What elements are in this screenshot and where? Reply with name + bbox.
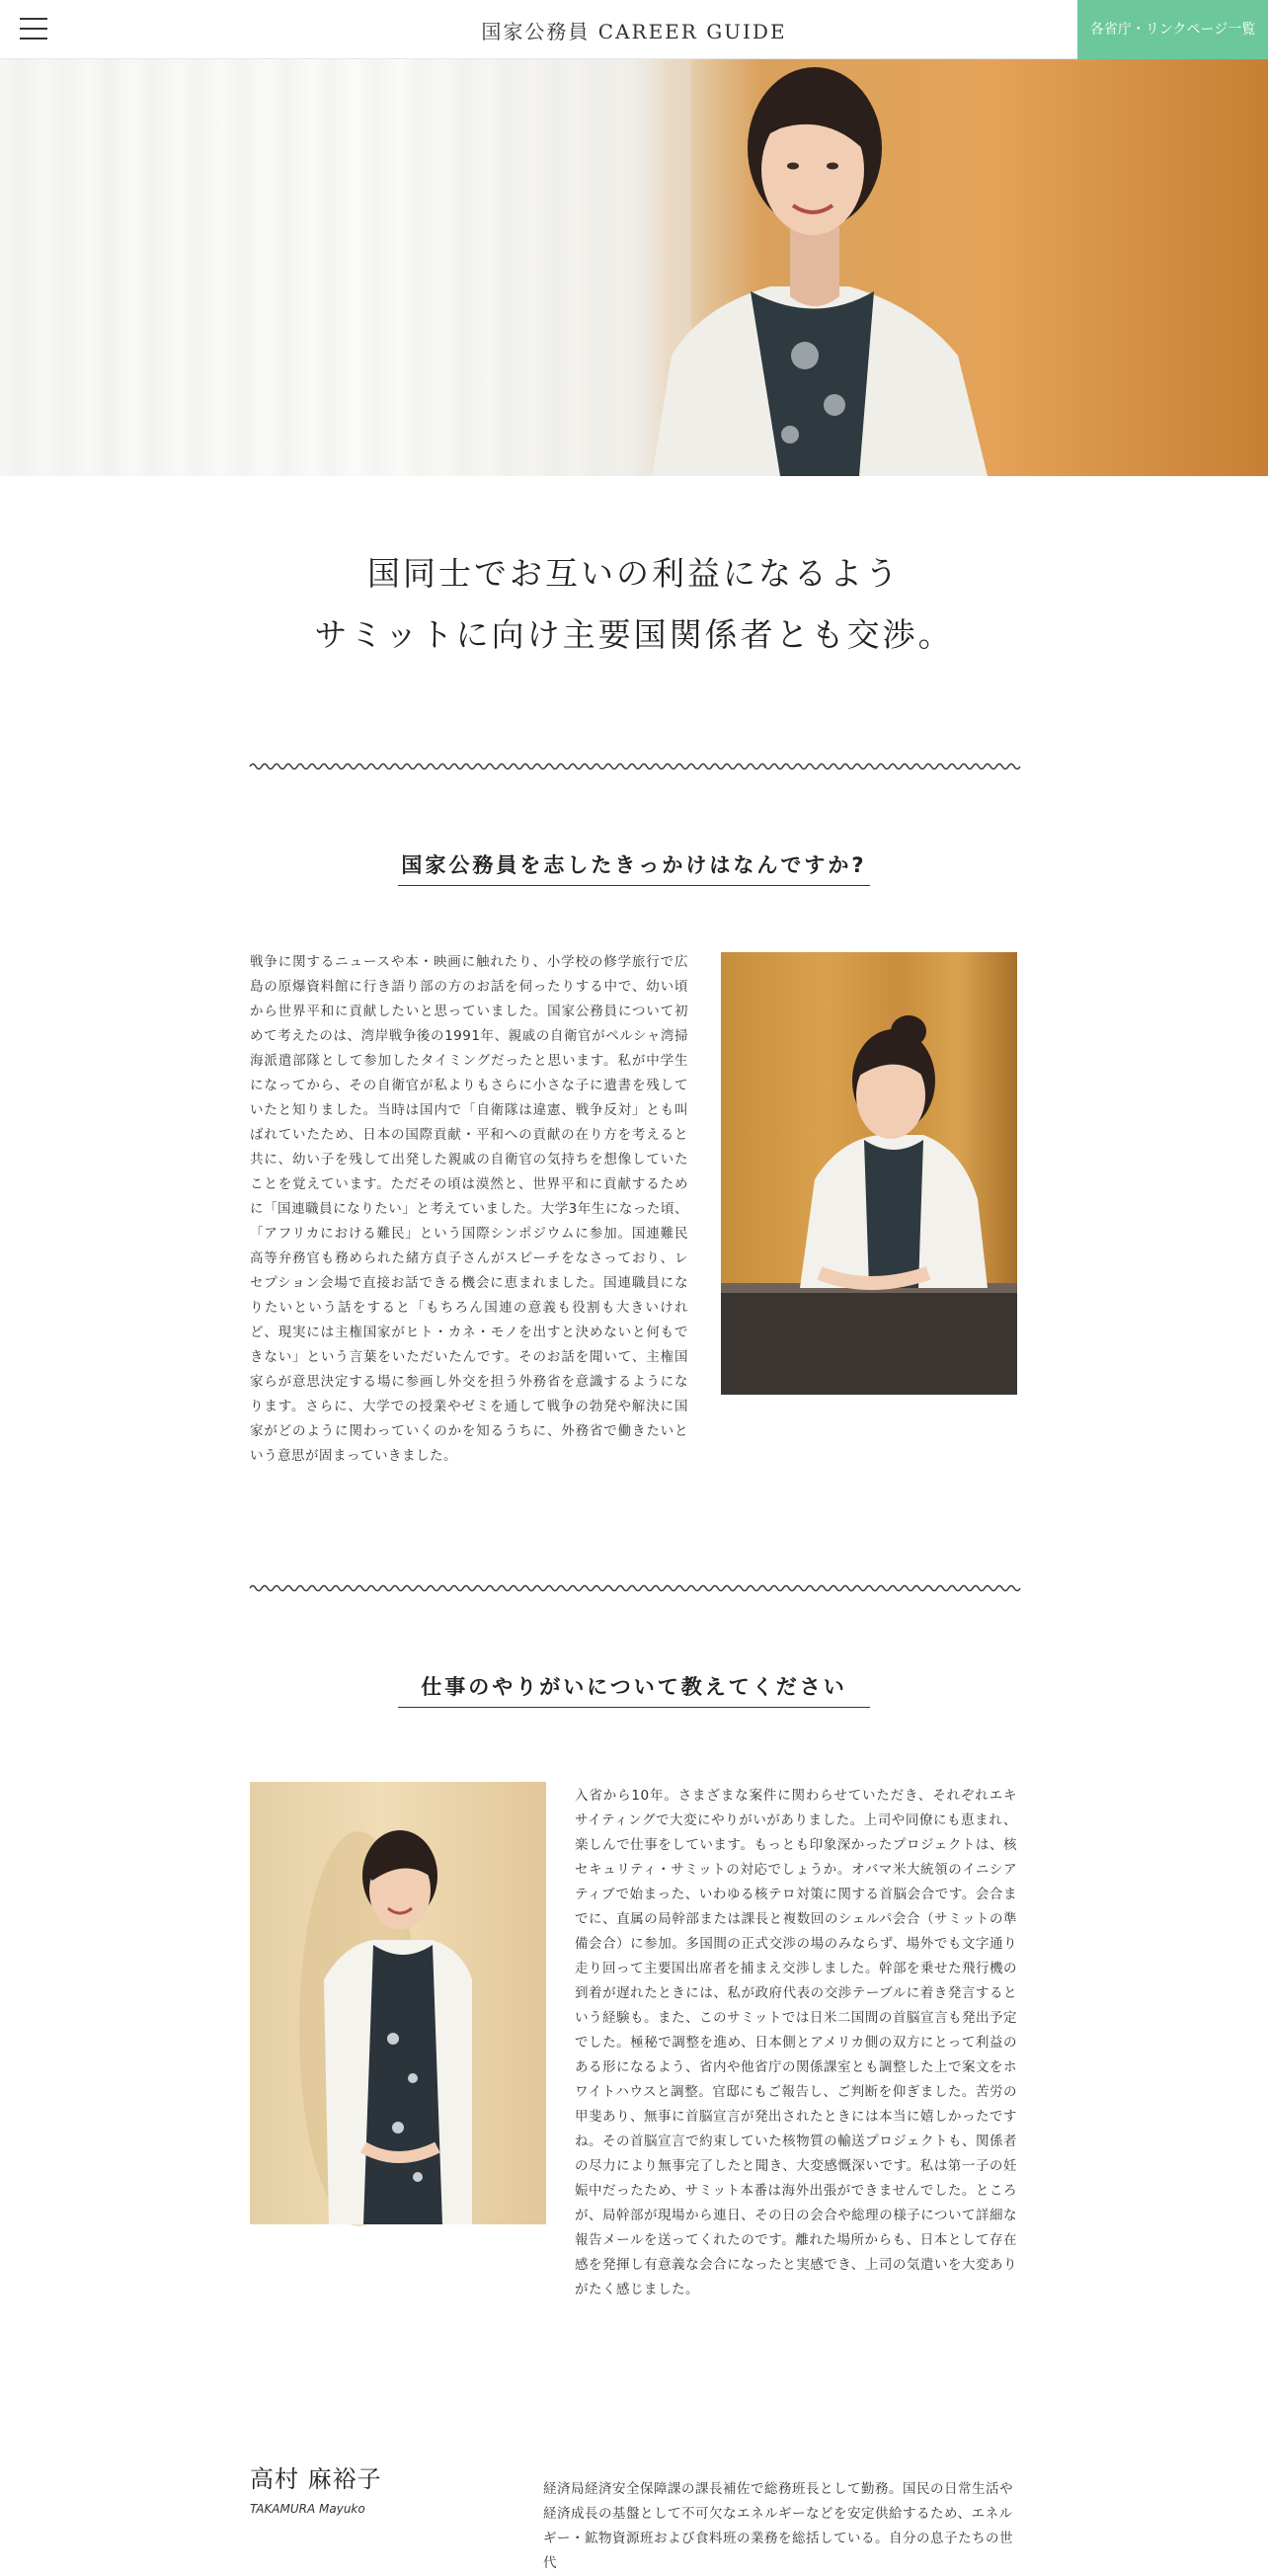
hero-photo (0, 59, 1268, 476)
agency-links-button[interactable]: 各省庁・リンクページ一覧 (1077, 0, 1268, 59)
hero-portrait-illustration (632, 59, 988, 476)
headline-line-2: サミットに向け主要国関係者とも交渉。 (314, 615, 954, 654)
question-title-rewarding-work: 仕事のやりがいについて教えてください (398, 1671, 870, 1708)
profile-name-japanese: 高村 麻裕子 (250, 2465, 382, 2493)
interview-photo-standing (250, 1782, 546, 2224)
standing-portrait-illustration (250, 1782, 546, 2224)
profile-description: 経済局経済安全保障課の課長補佐で総務班長として勤務。国民の日常生活や経済成長の基盤として不可欠なエネルギーなどを安定供給するため、エネルギー・鉱物資源班および食料班の業務を総括している。自分の息子たちの世代 (543, 2481, 1013, 2571)
wavy-divider (250, 761, 1017, 772)
answer-motivation-text: 戦争に関するニュースや本・映画に触れたり、小学校の修学旅行で広島の原爆資料館に行き語り部の方のお話を伺ったりする中で、幼い頃から世界平和に貢献したいと思っていました。国家公務員について初めて考えたのは、湾岸戦争後の1991年、親戚の自衛官がペルシャ湾掃海派遣部隊として参加したタイミングだったと思います。私が中学生になってから、その自衛官が私よりもさらに小さな子に遺書を残していたと知りました。当時は国内で「自衛隊は違憲、戦争反対」とも叫ばれていたため、日本の国際貢献・平和への貢献の在り方を考えると共に、幼い子を残して出発した親戚の自衛官の気持ちを想像していたことを覚えています。ただその頃は漠然と、世界平和に貢献するために「国連職員になりたい」と考えていました。大学3年生になった頃、「アフリカにおける難民」という国際シンポジウムに参加。国連難民高等弁務官も務められた緒方貞子さんがスピーチをなさっており、レセプション会場で直接お話できる機会に恵まれました。国連職員になりたいという話をすると「もちろん国連の意義も役割も大きいけれど、現実には主権国家がヒト・カネ・モノを出すと決めないと何もできない」という言葉をいただいたんです。そのお話を聞いて、主権国家らが意思決定する場に参画し外交を担う外務省を意識するようになります。さらに、大学での授業やゼミを通して戦争の勃発や解決に国家がどのように関わっていくのかを知るうちに、外務省で働きたいという意思が固まっていきました。 (250, 954, 688, 1464)
site-header (0, 0, 1268, 59)
profile-name-english: TAKAMURA Mayuko (250, 2502, 365, 2516)
interview-photo-seated (721, 952, 1017, 1395)
question-title-motivation: 国家公務員を志したきっかけはなんですか? (398, 849, 870, 886)
answer-rewarding-work-text: 入省から10年。さまざまな案件に関わらせていただき、それぞれエキサイティングで大変にやりがいがありました。上司や同僚にも恵まれ、楽しんで仕事をしています。もっとも印象深かったプロジェクトは、核セキュリティ・サミットの対応でしょうか。オバマ米大統領のイニシアティブで始まった、いわゆる核テロ対策に関する首脳会合です。会合までに、直属の局幹部または課長と複数回のシェルパ会合（サミットの準備会合）に参加。多国間の正式交渉の場のみならず、場外でも文字通り走り回って主要国出席者を捕まえ交渉しました。幹部を乗せた飛行機の到着が遅れたときには、私が政府代表の交渉テーブルに着き発言するという経験も。また、このサミットでは日米二国間の首脳宣言も発出予定でした。極秘で調整を進め、日本側とアメリカ側の双方にとって利益のある形になるよう、省内や他省庁の関係課室とも調整した上で案文をホワイトハウスと調整。官邸にもご報告し、ご判断を仰ぎました。苦労の甲斐あり、無事に首脳宣言が発出されたときには本当に嬉しかったですね。その首脳宣言で約束していた核物質の輸送プロジェクトも、関係者の尽力により無事完了したと聞き、大変感慨深いです。私は第一子の妊娠中だったため、サミット本番は海外出張ができませんでした。ところが、局幹部が現場から連日、その日の会合や総理の様子について詳細な報告メールを送ってくれたのです。離れた場所からも、日本として存在感を発揮し有意義な会合になったと実感でき、上司の気遣いを大変ありがたく感じました。 (575, 1788, 1017, 2297)
site-title[interactable]: 国家公務員 CAREER GUIDE (481, 20, 787, 43)
wavy-divider (250, 1582, 1017, 1594)
headline (0, 543, 1268, 666)
headline-line-1: 国同士でお互いの利益になるよう (367, 554, 901, 593)
seated-portrait-illustration (721, 952, 1017, 1395)
